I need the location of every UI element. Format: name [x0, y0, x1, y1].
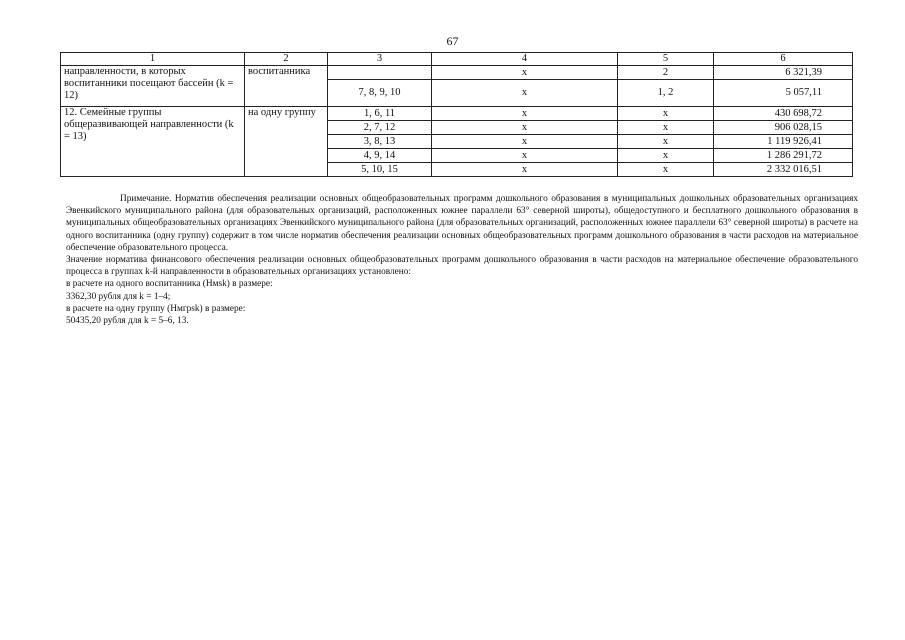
row-a-unit: воспитанника	[245, 66, 328, 107]
note-paragraph: Значение норматива финансового обеспечения реализации основных общеобразовательных программ дошкольного образования в части расходов на материальное обеспечение образовательного процесса в группах k-й направленности в образовательных организациях установлено:	[66, 255, 858, 278]
table-header-row	[61, 53, 853, 66]
note-line: в расчете на одну группу (Нмгрsk) в размере:	[66, 303, 246, 314]
note-line: 50435,20 рубля для k = 5–6, 13.	[66, 316, 189, 327]
row-b-label: 12. Семейные группы общеразвивающей направленности (k = 13)	[61, 107, 245, 177]
cell: х	[432, 121, 618, 135]
cell: х	[432, 107, 618, 121]
cell: 1 286 291,72	[714, 149, 853, 163]
header-cell: 4	[432, 53, 618, 66]
cell: 6 321,39	[714, 66, 853, 80]
cell: х	[618, 149, 714, 163]
header-cell: 6	[714, 53, 853, 66]
table-row	[61, 107, 853, 121]
cell: 2, 7, 12	[328, 121, 432, 135]
note-line: 3362,30 рубля для k = 1–4;	[66, 291, 171, 302]
header-cell: 2	[245, 53, 328, 66]
cell: 7, 8, 9, 10	[328, 80, 432, 107]
page-number: 67	[446, 34, 459, 48]
note-block	[66, 193, 858, 327]
row-a-label: направленности, в которых воспитанники посещают бассейн (k = 12)	[61, 66, 245, 107]
note-line: в расчете на одного воспитанника (Нмsk) в размере:	[66, 279, 273, 290]
row-b-unit: на одну группу	[245, 107, 328, 177]
header-cell: 3	[328, 53, 432, 66]
cell: 2	[618, 66, 714, 80]
cell: х	[618, 121, 714, 135]
cell: х	[432, 163, 618, 177]
cell	[328, 66, 432, 80]
cell: х	[432, 149, 618, 163]
cell: 906 028,15	[714, 121, 853, 135]
cell: 1, 2	[618, 80, 714, 107]
cell: х	[432, 80, 618, 107]
cell: 4, 9, 14	[328, 149, 432, 163]
cell: 2 332 016,51	[714, 163, 853, 177]
cell: 5, 10, 15	[328, 163, 432, 177]
cell: х	[618, 163, 714, 177]
table-row	[61, 66, 853, 80]
header-cell: 5	[618, 53, 714, 66]
cell: х	[618, 135, 714, 149]
cell: х	[432, 135, 618, 149]
cell: 1, 6, 11	[328, 107, 432, 121]
cell: 430 698,72	[714, 107, 853, 121]
normative-table	[60, 52, 853, 177]
cell: 5 057,11	[714, 80, 853, 107]
cell: 3, 8, 13	[328, 135, 432, 149]
header-cell: 1	[61, 53, 245, 66]
cell: 1 119 926,41	[714, 135, 853, 149]
note-paragraph: Примечание. Норматив обеспечения реализации основных общеобразовательных программ дошкольного образования в муниципальных дошкольных образовательных организациях Эвенкийского муниципального района (для образовательных организаций, расположенных южнее параллели 63° северной широты), общедоступного и бесплатного дошкольного образования в муниципальных общеобразовательных организациях Эвенкийского муниципального района (для образовательных организаций, расположенных южнее параллели 63° северной широты) в расчете на одного воспитанника (одну группу) содержит в том числе норматив обеспечения реализации основных общеобразовательных программ дошкольного образования в части расходов на материальное обеспечение образовательного процесса.	[66, 194, 858, 253]
cell: х	[432, 66, 618, 80]
cell: х	[618, 107, 714, 121]
